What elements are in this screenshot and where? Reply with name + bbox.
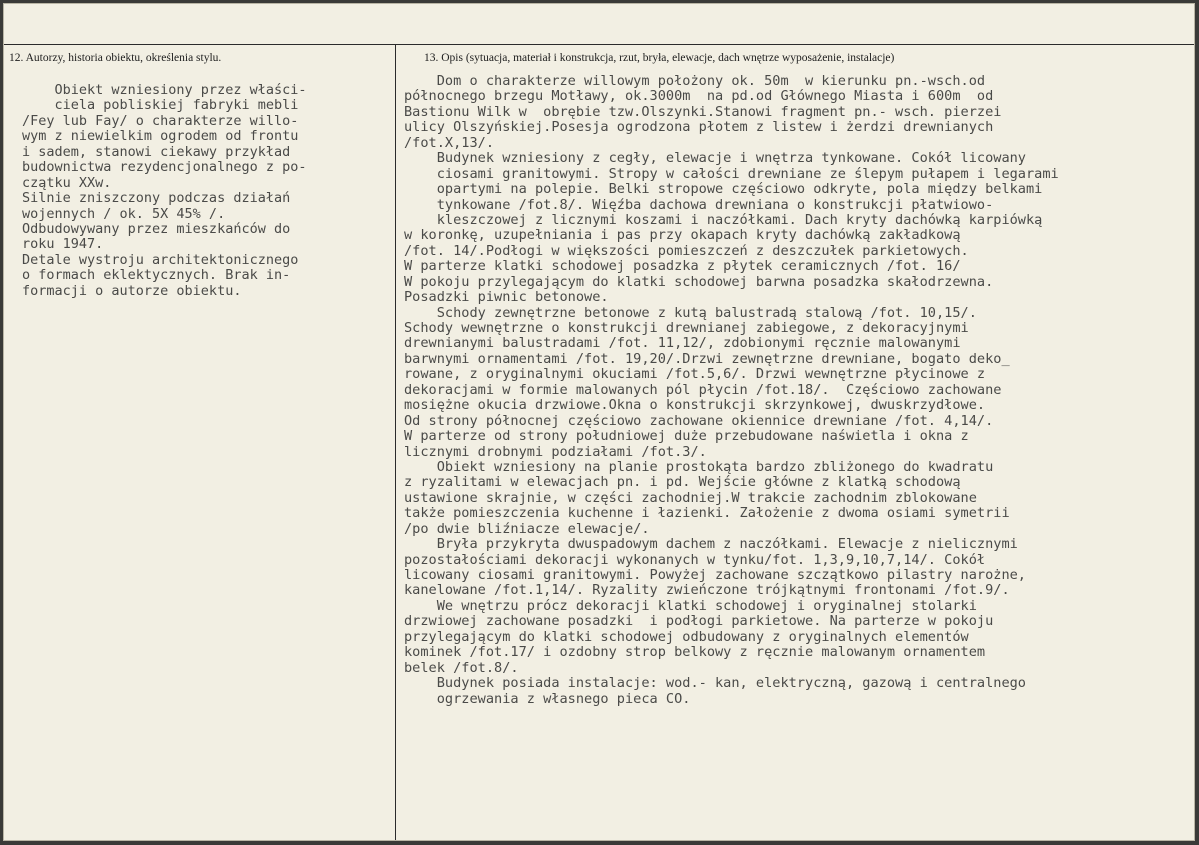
section-13-line: belek /fot.8/. <box>404 659 519 676</box>
section-13-line: drewnianymi balustradami /fot. 11,12/, zdobionymi ręcznie malowanymi <box>404 335 961 352</box>
section-12-line: czątku XXw. <box>22 174 112 191</box>
section-13-line: Obiekt wzniesiony na planie prostokąta bardzo zbliżonego do kwadratu <box>404 458 994 475</box>
section-13-line: /fot. 14/.Podłogi w większości pomieszczeń z deszczułek parkietowych. <box>404 242 969 259</box>
section-13-line: Schody zewnętrzne betonowe z kutą balustradą stalową /fot. 10,15/. <box>404 304 977 321</box>
section-12-line: wojennych / ok. 5X 45% /. <box>22 205 226 222</box>
section-13-line: także pomieszczenia kuchenne i łazienki. Założenie z dwoma osiami symetrii <box>404 505 1010 522</box>
section-13-line: Bastionu Wilk w obrębie tzw.Olszynki.Stanowi fragment pn.- wsch. pierzei <box>404 103 1002 120</box>
section-13-line: Bryła przykryta dwuspadowym dachem z naczółkami. Elewacje z nielicznymi <box>404 536 1018 553</box>
section-13-text <box>404 74 1059 707</box>
section-12-line: i sadem, stanowi ciekawy przykład <box>22 143 291 160</box>
section-13-line: licznymi drobnymi podziałami /fot.3/. <box>404 443 707 460</box>
section-13-line: ciosami granitowymi. Stropy w całości drewniane ze ślepym pułapem i legarami <box>404 165 1059 182</box>
section-13-line: W parterze od strony południowej duże przebudowane naświetla i okna z <box>404 428 969 445</box>
section-13-line: W pokoju przylegającym do klatki schodowej barwna posadzka skałodrzewna. <box>404 273 994 290</box>
section-13-line: mosiężne okucia drzwiowe.Okna o konstrukcji skrzynkowej, dwuskrzydłowe. <box>404 397 986 414</box>
section-12-line: Odbudowywany przez mieszkańców do <box>22 220 291 237</box>
section-12-line: roku 1947. <box>22 236 104 253</box>
section-12-line: budownictwa rezydencjonalnego z po- <box>22 159 307 176</box>
column-divider <box>395 44 396 840</box>
section-13-line: ulicy Olszyńskiej.Posesja ogrodzona płotem z listew i żerdzi drewnianych <box>404 119 994 136</box>
document-sheet <box>3 3 1195 841</box>
section-13-line: Dom o charakterze willowym położony ok. 50m w kierunku pn.-wsch.od <box>404 73 986 89</box>
section-13-line: opartymi na polepie. Belki stropowe częściowo odkryte, pola między belkami <box>404 181 1043 198</box>
section-12-line: /Fey lub Fay/ o charakterze willo- <box>22 112 299 129</box>
section-13-line: Budynek wzniesiony z cegły, elewacje i wnętrza tynkowane. Cokół licowany <box>404 150 1026 167</box>
section-13-line: Od strony północnej częściowo zachowane okiennice drewniane /fot. 4,14/. <box>404 412 994 429</box>
section-13-line: kleszczowej z licznymi koszami i naczółkami. Dach kryty dachówką karpiówką <box>404 211 1043 228</box>
section-13-line: ogrzewania z własnego pieca CO. <box>404 690 691 707</box>
section-13-line: drzwiowej zachowane posadzki i podłogi parkietowe. Na parterze w pokoju <box>404 613 994 630</box>
section-13-line: z ryzalitami w elewacjach pn. i pd. Wejście główne z klatką schodową <box>404 474 961 491</box>
section-13-line: kanelowane /fot.1,14/. Ryzality zwieńczone trójkątnymi frontonami /fot.9/. <box>404 582 1010 599</box>
section-12-line: o formach eklektycznych. Brak in- <box>22 267 291 284</box>
section-13-line: ustawione skrajnie, w części zachodniej.W trakcie zachodnim zblokowane <box>404 489 977 506</box>
section-12-line: ciela pobliskiej fabryki mebli <box>22 97 299 114</box>
section-12-line: formacji o autorze obiektu. <box>22 282 242 299</box>
section-12-line: Silnie zniszczony podczas działań <box>22 190 291 207</box>
section-13-line: We wnętrzu prócz dekoracji klatki schodowej i oryginalnej stolarki <box>404 597 977 614</box>
section-12-heading: 12. Autorzy, historia obiektu, określenia stylu. <box>9 52 222 64</box>
section-12-line: Detale wystroju architektonicznego <box>22 251 299 268</box>
section-13-line: Budynek posiada instalacje: wod.- kan, elektryczną, gazową i centralnego <box>404 675 1026 692</box>
section-13-line: /po dwie bliźniacze elewacje/. <box>404 520 650 537</box>
section-13-line: w koronkę, uzupełniania i pas przy okapach kryty dachówką zakładkową <box>404 227 961 244</box>
section-12-line: Obiekt wzniesiony przez właści- <box>22 82 307 98</box>
section-13-line: tynkowane /fot.8/. Więźba dachowa drewniana o konstrukcji płatwiowo- <box>404 196 994 213</box>
header-divider <box>4 44 1194 45</box>
section-13-line: kominek /fot.17/ i ozdobny strop belkowy z ręcznie malowanym ornamentem <box>404 644 986 661</box>
section-13-line: północnego brzegu Motławy, ok.3000m na pd.od Głównego Miasta i 600m od <box>404 88 994 105</box>
section-13-line: licowany ciosami granitowymi. Powyżej zachowane szczątkowo pilastry narożne, <box>404 567 1026 583</box>
section-13-line: Schody wewnętrzne o konstrukcji drewnianej zabiegowe, z dekoracyjnymi <box>404 320 969 336</box>
section-13-line: Posadzki piwnic betonowe. <box>404 289 609 306</box>
section-13-line: /fot.X,13/. <box>404 134 495 151</box>
section-13-line: W parterze klatki schodowej posadzka z płytek ceramicznych /fot. 16/ <box>404 258 961 275</box>
section-12-line: wym z niewielkim ogrodem od frontu <box>22 128 299 145</box>
section-13-line: przylegającym do klatki schodowej odbudowany z oryginalnych elementów <box>404 628 969 645</box>
section-13-line: dekoracjami w formie malowanych pól płycin /fot.18/. Częściowo zachowane <box>404 381 1002 398</box>
section-13-line: rowane, z oryginalnymi okuciami /fot.5,6/. Drzwi wewnętrzne płycinowe z <box>404 366 986 383</box>
section-13-heading: 13. Opis (sytuacja, materiał i konstrukcja, rzut, bryła, elewacje, dach wnętrze wyposażenie, instalacje) <box>424 52 895 64</box>
section-13-line: pozostałościami dekoracji wykonanych w tynku/fot. 1,3,9,10,7,14/. Cokół <box>404 551 986 568</box>
section-12-text <box>22 83 306 299</box>
section-13-line: barwnymi ornamentami /fot. 19,20/.Drzwi zewnętrzne drewniane, bogato deko_ <box>404 350 1010 367</box>
